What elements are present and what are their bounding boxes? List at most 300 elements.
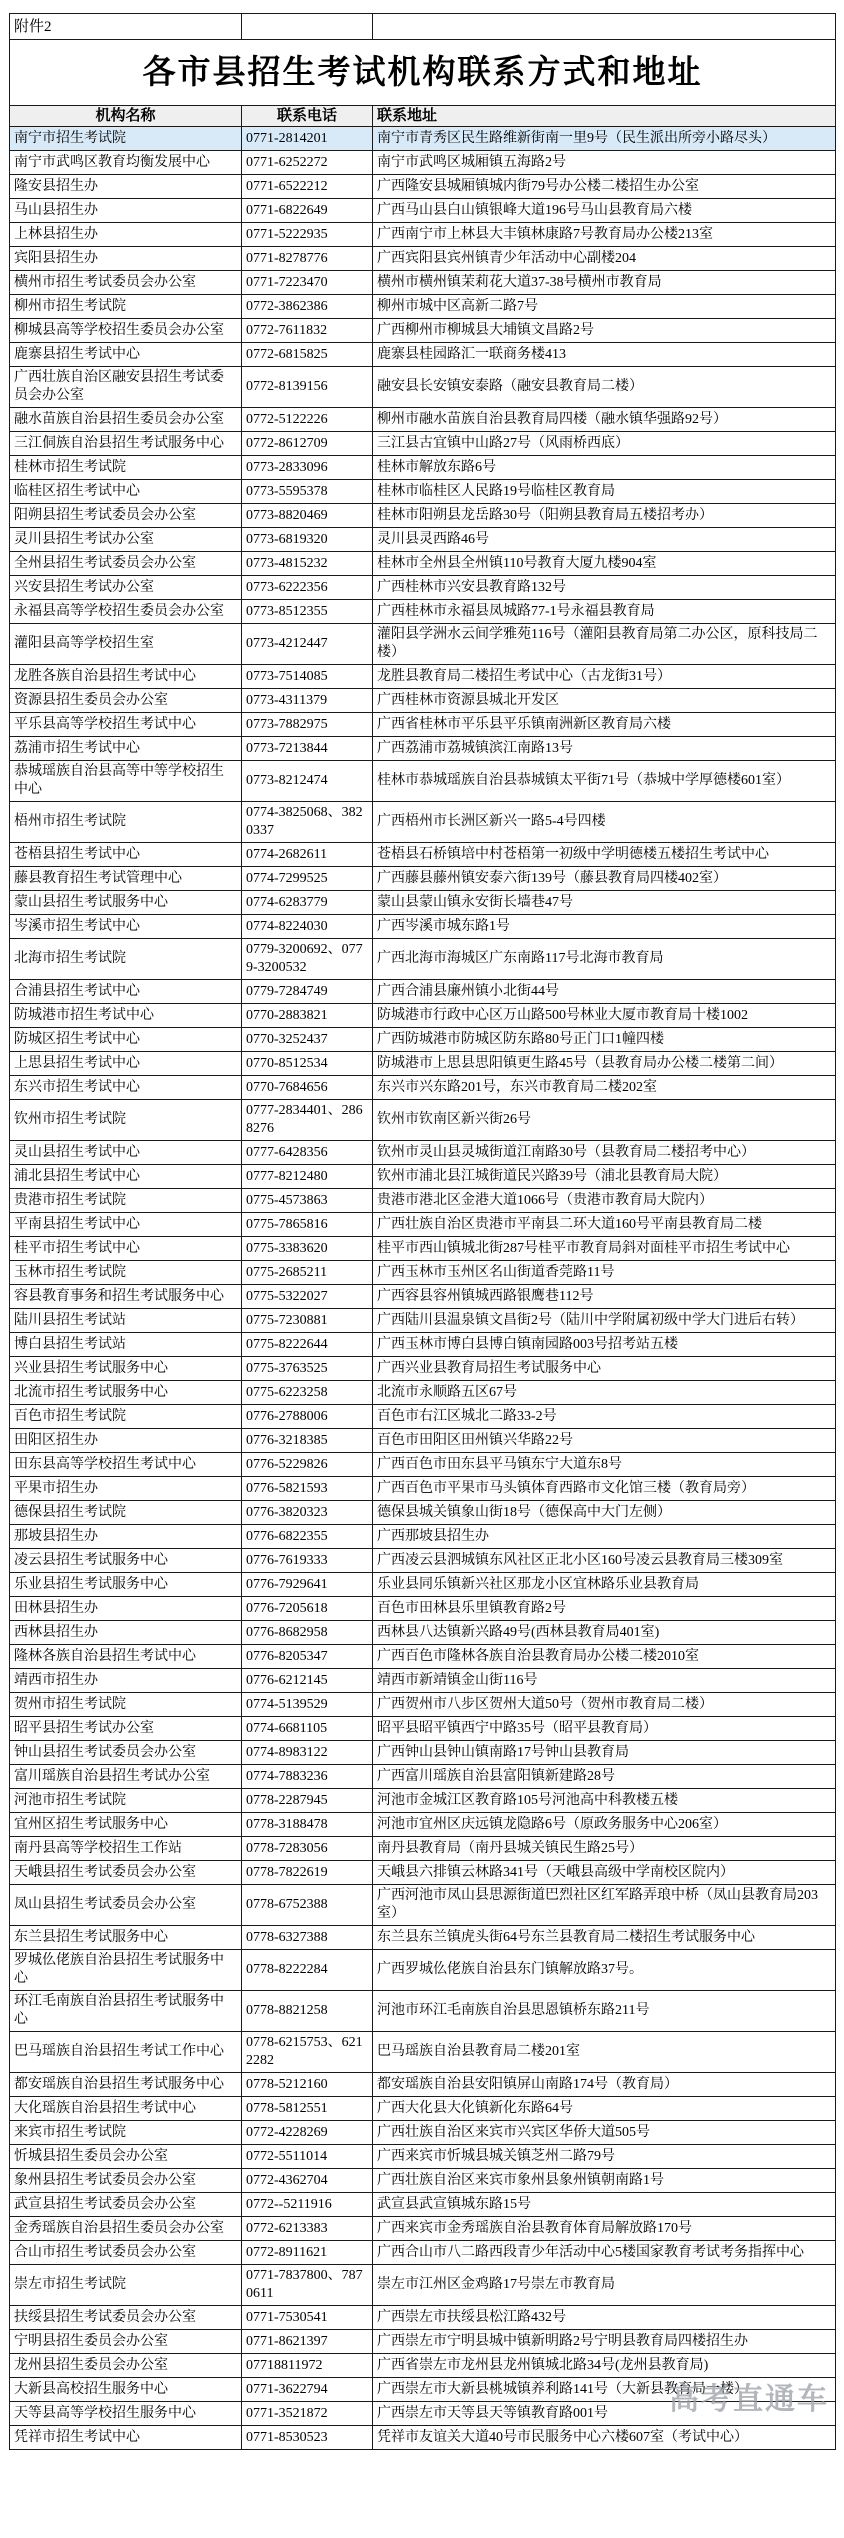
org-name-cell: 田东县高等学校招生考试中心 bbox=[10, 1453, 242, 1477]
address-cell: 桂林市阳朔县龙岳路30号（阳朔县教育局五楼招考办） bbox=[373, 504, 836, 528]
org-name-cell: 忻城县招生委员会办公室 bbox=[10, 2145, 242, 2169]
phone-cell: 0772-5122226 bbox=[242, 408, 373, 432]
phone-cell: 0771-6522212 bbox=[242, 175, 373, 199]
table-row bbox=[10, 1285, 836, 1309]
address-cell: 巴马瑶族自治县教育局二楼201室 bbox=[373, 2032, 836, 2073]
address-cell: 广西壮族自治区贵港市平南县二环大道160号平南县教育局二楼 bbox=[373, 1213, 836, 1237]
org-name-cell: 灌阳县高等学校招生室 bbox=[10, 624, 242, 665]
column-header-address: 联系地址 bbox=[373, 106, 836, 127]
address-cell: 东兰县东兰镇虎头街64号东兰县教育局二楼招生考试服务中心 bbox=[373, 1926, 836, 1950]
org-name-cell: 合浦县招生考试中心 bbox=[10, 980, 242, 1004]
table-row bbox=[10, 1052, 836, 1076]
address-cell: 广西合浦县廉州镇小北街44号 bbox=[373, 980, 836, 1004]
address-cell: 广西梧州市长洲区新兴一路5-4号四楼 bbox=[373, 802, 836, 843]
table-row bbox=[10, 199, 836, 223]
org-name-cell: 三江侗族自治县招生考试服务中心 bbox=[10, 432, 242, 456]
phone-cell: 0773-7882975 bbox=[242, 713, 373, 737]
table-row bbox=[10, 480, 836, 504]
table-row bbox=[10, 151, 836, 175]
table-row bbox=[10, 1597, 836, 1621]
contact-table bbox=[9, 13, 836, 2450]
phone-cell: 0772-8911621 bbox=[242, 2241, 373, 2265]
column-header-name: 机构名称 bbox=[10, 106, 242, 127]
table-row bbox=[10, 2097, 836, 2121]
org-name-cell: 宁明县招生委员会办公室 bbox=[10, 2330, 242, 2354]
table-row bbox=[10, 1525, 836, 1549]
org-name-cell: 西林县招生办 bbox=[10, 1621, 242, 1645]
address-cell: 广西百色市田东县平马镇东宁大道东8号 bbox=[373, 1453, 836, 1477]
org-name-cell: 苍梧县招生考试中心 bbox=[10, 843, 242, 867]
org-name-cell: 东兰县招生考试服务中心 bbox=[10, 1926, 242, 1950]
table-row bbox=[10, 1309, 836, 1333]
address-cell: 广西百色市隆林各族自治县教育局办公楼二楼2010室 bbox=[373, 1645, 836, 1669]
phone-cell: 0771-5222935 bbox=[242, 223, 373, 247]
phone-cell: 0771-7223470 bbox=[242, 271, 373, 295]
org-name-cell: 河池市招生考试院 bbox=[10, 1789, 242, 1813]
org-name-cell: 柳城县高等学校招生委员会办公室 bbox=[10, 319, 242, 343]
phone-cell: 0773-7213844 bbox=[242, 737, 373, 761]
phone-cell: 0770-8512534 bbox=[242, 1052, 373, 1076]
org-name-cell: 隆林各族自治县招生考试中心 bbox=[10, 1645, 242, 1669]
address-cell: 广西陆川县温泉镇文昌街2号（陆川中学附属初级中学大门进后右转） bbox=[373, 1309, 836, 1333]
column-header-phone: 联系电话 bbox=[242, 106, 373, 127]
address-cell: 广西省崇左市龙州县龙州镇城北路34号(龙州县教育局) bbox=[373, 2354, 836, 2378]
table-row bbox=[10, 2032, 836, 2073]
table-row bbox=[10, 1028, 836, 1052]
table-row bbox=[10, 2330, 836, 2354]
address-cell: 广西玉林市博白县博白镇南园路003号招考站五楼 bbox=[373, 1333, 836, 1357]
table-row bbox=[10, 1477, 836, 1501]
org-name-cell: 龙胜各族自治县招生考试中心 bbox=[10, 665, 242, 689]
org-name-cell: 天峨县招生考试委员会办公室 bbox=[10, 1861, 242, 1885]
table-row bbox=[10, 1861, 836, 1885]
address-cell: 西林县八达镇新兴路49号(西林县教育局401室) bbox=[373, 1621, 836, 1645]
org-name-cell: 贵港市招生考试院 bbox=[10, 1189, 242, 1213]
phone-cell: 0771-6252272 bbox=[242, 151, 373, 175]
org-name-cell: 罗城仫佬族自治县招生考试服务中心 bbox=[10, 1950, 242, 1991]
address-cell: 广西贺州市八步区贺州大道50号（贺州市教育局二楼） bbox=[373, 1693, 836, 1717]
phone-cell: 0776-6822355 bbox=[242, 1525, 373, 1549]
table-row bbox=[10, 2402, 836, 2426]
address-cell: 钦州市浦北县江城街道民兴路39号（浦北县教育局大院） bbox=[373, 1165, 836, 1189]
table-row bbox=[10, 1333, 836, 1357]
phone-cell: 0775-3383620 bbox=[242, 1237, 373, 1261]
org-name-cell: 玉林市招生考试院 bbox=[10, 1261, 242, 1285]
address-cell: 广西藤县藤州镇安泰六街139号（藤县教育局四楼402室） bbox=[373, 867, 836, 891]
address-cell: 广西崇左市宁明县城中镇新明路2号宁明县教育局四楼招生办 bbox=[373, 2330, 836, 2354]
org-name-cell: 博白县招生考试站 bbox=[10, 1333, 242, 1357]
table-row bbox=[10, 1237, 836, 1261]
phone-cell: 0776-7929641 bbox=[242, 1573, 373, 1597]
address-cell: 防城港市上思县思阳镇更生路45号（县教育局办公楼二楼第二间） bbox=[373, 1052, 836, 1076]
phone-cell: 0771-2814201 bbox=[242, 127, 373, 151]
org-name-cell: 来宾市招生考试院 bbox=[10, 2121, 242, 2145]
phone-cell: 0775-7230881 bbox=[242, 1309, 373, 1333]
phone-cell: 0778-5812551 bbox=[242, 2097, 373, 2121]
org-name-cell: 田林县招生办 bbox=[10, 1597, 242, 1621]
phone-cell: 0778-6752388 bbox=[242, 1885, 373, 1926]
phone-cell: 0775-3763525 bbox=[242, 1357, 373, 1381]
phone-cell: 0772-7611832 bbox=[242, 319, 373, 343]
org-name-cell: 上思县招生考试中心 bbox=[10, 1052, 242, 1076]
table-row bbox=[10, 1357, 836, 1381]
address-cell: 武宣县武宣镇城东路15号 bbox=[373, 2193, 836, 2217]
attachment-empty-cell-1 bbox=[242, 14, 373, 40]
address-cell: 广西省桂林市平乐县平乐镇南洲新区教育局六楼 bbox=[373, 713, 836, 737]
phone-cell: 0772-8612709 bbox=[242, 432, 373, 456]
phone-cell: 0778-6215753、6212282 bbox=[242, 2032, 373, 2073]
phone-cell: 0775-2685211 bbox=[242, 1261, 373, 1285]
address-cell: 都安瑶族自治县安阳镇屏山南路174号（教育局） bbox=[373, 2073, 836, 2097]
table-row bbox=[10, 1991, 836, 2032]
address-cell: 钦州市灵山县灵城街道江南路30号（县教育局二楼招考中心） bbox=[373, 1141, 836, 1165]
org-name-cell: 恭城瑶族自治县高等中等学校招生中心 bbox=[10, 761, 242, 802]
phone-cell: 0774-3825068、3820337 bbox=[242, 802, 373, 843]
address-cell: 广西宾阳县宾州镇青少年活动中心副楼204 bbox=[373, 247, 836, 271]
org-name-cell: 南宁市招生考试院 bbox=[10, 127, 242, 151]
address-cell: 百色市右江区城北二路33-2号 bbox=[373, 1405, 836, 1429]
phone-cell: 0778-2287945 bbox=[242, 1789, 373, 1813]
address-cell: 广西罗城仫佬族自治县东门镇解放路37号。 bbox=[373, 1950, 836, 1991]
phone-cell: 0773-4311379 bbox=[242, 689, 373, 713]
org-name-cell: 北海市招生考试院 bbox=[10, 939, 242, 980]
org-name-cell: 大新县高校招生服务中心 bbox=[10, 2378, 242, 2402]
phone-cell: 0772-3862386 bbox=[242, 295, 373, 319]
org-name-cell: 德保县招生考试院 bbox=[10, 1501, 242, 1525]
org-name-cell: 灵山县招生考试中心 bbox=[10, 1141, 242, 1165]
table-row bbox=[10, 1645, 836, 1669]
org-name-cell: 宜州区招生考试服务中心 bbox=[10, 1813, 242, 1837]
phone-cell: 0770-7684656 bbox=[242, 1076, 373, 1100]
phone-cell: 0776-5821593 bbox=[242, 1477, 373, 1501]
table-row bbox=[10, 761, 836, 802]
table-row bbox=[10, 1741, 836, 1765]
address-cell: 广西壮族自治区来宾市兴宾区华侨大道505号 bbox=[373, 2121, 836, 2145]
table-row bbox=[10, 624, 836, 665]
org-name-cell: 藤县教育招生考试管理中心 bbox=[10, 867, 242, 891]
phone-cell: 0776-2788006 bbox=[242, 1405, 373, 1429]
org-name-cell: 兴安县招生考试办公室 bbox=[10, 576, 242, 600]
table-row bbox=[10, 1100, 836, 1141]
phone-cell: 0776-7205618 bbox=[242, 1597, 373, 1621]
address-cell: 钦州市钦南区新兴街26号 bbox=[373, 1100, 836, 1141]
address-cell: 百色市田阳区田州镇兴华路22号 bbox=[373, 1429, 836, 1453]
address-cell: 横州市横州镇茉莉花大道37-38号横州市教育局 bbox=[373, 271, 836, 295]
address-cell: 广西大化县大化镇新化东路64号 bbox=[373, 2097, 836, 2121]
address-cell: 融安县长安镇安泰路（融安县教育局二楼） bbox=[373, 367, 836, 408]
table-row bbox=[10, 2241, 836, 2265]
address-cell: 广西岑溪市城东路1号 bbox=[373, 915, 836, 939]
table-row bbox=[10, 2265, 836, 2306]
org-name-cell: 防城港市招生考试中心 bbox=[10, 1004, 242, 1028]
org-name-cell: 蒙山县招生考试服务中心 bbox=[10, 891, 242, 915]
org-name-cell: 乐业县招生考试服务中心 bbox=[10, 1573, 242, 1597]
address-cell: 广西来宾市忻城县城关镇芝州二路79号 bbox=[373, 2145, 836, 2169]
phone-cell: 0772-5511014 bbox=[242, 2145, 373, 2169]
table-row bbox=[10, 915, 836, 939]
phone-cell: 0775-5322027 bbox=[242, 1285, 373, 1309]
table-row bbox=[10, 552, 836, 576]
address-cell: 东兴市兴东路201号，东兴市教育局二楼202室 bbox=[373, 1076, 836, 1100]
org-name-cell: 金秀瑶族自治县招生委员会办公室 bbox=[10, 2217, 242, 2241]
org-name-cell: 环江毛南族自治县招生考试服务中心 bbox=[10, 1991, 242, 2032]
address-cell: 北流市永顺路五区67号 bbox=[373, 1381, 836, 1405]
phone-cell: 0776-5229826 bbox=[242, 1453, 373, 1477]
table-row bbox=[10, 665, 836, 689]
address-cell: 广西百色市平果市马头镇体育西路市文化馆三楼（教育局旁） bbox=[373, 1477, 836, 1501]
phone-cell: 0774-6681105 bbox=[242, 1717, 373, 1741]
org-name-cell: 平乐县高等学校招生考试中心 bbox=[10, 713, 242, 737]
phone-cell: 0773-2833096 bbox=[242, 456, 373, 480]
address-cell: 柳州市城中区高新二路7号 bbox=[373, 295, 836, 319]
table-row bbox=[10, 2193, 836, 2217]
org-name-cell: 马山县招生办 bbox=[10, 199, 242, 223]
table-row bbox=[10, 737, 836, 761]
attachment-row bbox=[10, 14, 836, 40]
table-row bbox=[10, 1813, 836, 1837]
org-name-cell: 融水苗族自治县招生委员会办公室 bbox=[10, 408, 242, 432]
table-row bbox=[10, 2378, 836, 2402]
table-row bbox=[10, 247, 836, 271]
address-cell: 桂林市解放东路6号 bbox=[373, 456, 836, 480]
phone-cell: 0772-6815825 bbox=[242, 343, 373, 367]
table-row bbox=[10, 2145, 836, 2169]
org-name-cell: 钟山县招生考试委员会办公室 bbox=[10, 1741, 242, 1765]
org-name-cell: 宾阳县招生办 bbox=[10, 247, 242, 271]
address-cell: 河池市金城江区教育路105号河池高中科教楼五楼 bbox=[373, 1789, 836, 1813]
org-name-cell: 百色市招生考试院 bbox=[10, 1405, 242, 1429]
org-name-cell: 凭祥市招生考试中心 bbox=[10, 2426, 242, 2450]
table-row bbox=[10, 1926, 836, 1950]
table-row bbox=[10, 2354, 836, 2378]
table-row bbox=[10, 223, 836, 247]
table-row bbox=[10, 1885, 836, 1926]
phone-cell: 0773-8512355 bbox=[242, 600, 373, 624]
phone-cell: 0770-2883821 bbox=[242, 1004, 373, 1028]
address-cell: 广西钟山县钟山镇南路17号钟山县教育局 bbox=[373, 1741, 836, 1765]
address-cell: 广西崇左市扶绥县松江路432号 bbox=[373, 2306, 836, 2330]
org-name-cell: 容县教育事务和招生考试服务中心 bbox=[10, 1285, 242, 1309]
phone-cell: 0774-2682611 bbox=[242, 843, 373, 867]
org-name-cell: 那坡县招生办 bbox=[10, 1525, 242, 1549]
address-cell: 昭平县昭平镇西宁中路35号（昭平县教育局） bbox=[373, 1717, 836, 1741]
table-row bbox=[10, 2426, 836, 2450]
address-cell: 广西玉林市玉州区名山街道香莞路11号 bbox=[373, 1261, 836, 1285]
table-row bbox=[10, 295, 836, 319]
org-name-cell: 全州县招生考试委员会办公室 bbox=[10, 552, 242, 576]
table-row bbox=[10, 689, 836, 713]
org-name-cell: 巴马瑶族自治县招生考试工作中心 bbox=[10, 2032, 242, 2073]
phone-cell: 0778-8821258 bbox=[242, 1991, 373, 2032]
phone-cell: 0778-7822619 bbox=[242, 1861, 373, 1885]
org-name-cell: 陆川县招生考试站 bbox=[10, 1309, 242, 1333]
phone-cell: 0772-4228269 bbox=[242, 2121, 373, 2145]
watermark: 高考直通车 bbox=[669, 2383, 829, 2416]
table-row bbox=[10, 1621, 836, 1645]
address-cell: 南宁市青秀区民生路维新街南一里9号（民生派出所旁小路尽头） bbox=[373, 127, 836, 151]
org-name-cell: 田阳区招生办 bbox=[10, 1429, 242, 1453]
phone-cell: 0771-6822649 bbox=[242, 199, 373, 223]
table-row bbox=[10, 1765, 836, 1789]
table-row bbox=[10, 980, 836, 1004]
table-row bbox=[10, 408, 836, 432]
org-name-cell: 大化瑶族自治县招生考试中心 bbox=[10, 2097, 242, 2121]
address-cell: 灵川县灵西路46号 bbox=[373, 528, 836, 552]
table-row bbox=[10, 1141, 836, 1165]
attachment-label: 附件2 bbox=[10, 14, 242, 40]
table-row bbox=[10, 1501, 836, 1525]
attachment-empty-cell-2 bbox=[373, 14, 836, 40]
table-row bbox=[10, 1669, 836, 1693]
table-row bbox=[10, 504, 836, 528]
address-cell: 桂林市临桂区人民路19号临桂区教育局 bbox=[373, 480, 836, 504]
address-cell: 广西合山市八二路西段青少年活动中心5楼国家教育考试考务指挥中心 bbox=[373, 2241, 836, 2265]
table-row bbox=[10, 1429, 836, 1453]
table-row bbox=[10, 1261, 836, 1285]
address-cell: 广西防城港市防城区防东路80号正门口1幢四楼 bbox=[373, 1028, 836, 1052]
address-cell: 贵港市港北区金港大道1066号（贵港市教育局大院内） bbox=[373, 1189, 836, 1213]
address-cell: 广西崇左市大新县桃城镇养利路141号（大新县教育局一楼） bbox=[373, 2378, 836, 2402]
address-cell: 鹿寨县桂园路汇一联商务楼413 bbox=[373, 343, 836, 367]
org-name-cell: 灵川县招生考试办公室 bbox=[10, 528, 242, 552]
table-row bbox=[10, 1693, 836, 1717]
address-cell: 广西北海市海城区广东南路117号北海市教育局 bbox=[373, 939, 836, 980]
phone-cell: 0771-3521872 bbox=[242, 2402, 373, 2426]
org-name-cell: 柳州市招生考试院 bbox=[10, 295, 242, 319]
table-row bbox=[10, 432, 836, 456]
phone-cell: 0775-7865816 bbox=[242, 1213, 373, 1237]
phone-cell: 0771-3622794 bbox=[242, 2378, 373, 2402]
phone-cell: 0776-3218385 bbox=[242, 1429, 373, 1453]
phone-cell: 0777-8212480 bbox=[242, 1165, 373, 1189]
address-cell: 乐业县同乐镇新兴社区那龙小区宜林路乐业县教育局 bbox=[373, 1573, 836, 1597]
table-row bbox=[10, 127, 836, 151]
address-cell: 防城港市行政中心区万山路500号林业大厦市教育局十楼1002 bbox=[373, 1004, 836, 1028]
org-name-cell: 荔浦市招生考试中心 bbox=[10, 737, 242, 761]
phone-cell: 0773-8820469 bbox=[242, 504, 373, 528]
org-name-cell: 钦州市招生考试院 bbox=[10, 1100, 242, 1141]
phone-cell: 0771-8621397 bbox=[242, 2330, 373, 2354]
table-row bbox=[10, 528, 836, 552]
title-row bbox=[10, 40, 836, 106]
table-row bbox=[10, 271, 836, 295]
phone-cell: 0773-4815232 bbox=[242, 552, 373, 576]
phone-cell: 0776-8682958 bbox=[242, 1621, 373, 1645]
org-name-cell: 资源县招生委员会办公室 bbox=[10, 689, 242, 713]
phone-cell: 0774-8983122 bbox=[242, 1741, 373, 1765]
org-name-cell: 天等县高等学校招生服务中心 bbox=[10, 2402, 242, 2426]
address-cell: 河池市宜州区庆远镇龙隐路6号（原政务服务中心206室） bbox=[373, 1813, 836, 1837]
table-row bbox=[10, 1837, 836, 1861]
address-cell: 广西容县容州镇城西路银鹰巷112号 bbox=[373, 1285, 836, 1309]
phone-cell: 0774-7299525 bbox=[242, 867, 373, 891]
phone-cell: 07718811972 bbox=[242, 2354, 373, 2378]
phone-cell: 0776-7619333 bbox=[242, 1549, 373, 1573]
phone-cell: 0771-8530523 bbox=[242, 2426, 373, 2450]
table-row bbox=[10, 1004, 836, 1028]
phone-cell: 0775-8222644 bbox=[242, 1333, 373, 1357]
table-row bbox=[10, 343, 836, 367]
address-cell: 靖西市新靖镇金山街116号 bbox=[373, 1669, 836, 1693]
address-cell: 桂林市全州县全州镇110号教育大厦九楼904室 bbox=[373, 552, 836, 576]
address-cell: 苍梧县石桥镇培中村苍梧第一初级中学明德楼五楼招生考试中心 bbox=[373, 843, 836, 867]
org-name-cell: 都安瑶族自治县招生考试服务中心 bbox=[10, 2073, 242, 2097]
phone-cell: 0771-7530541 bbox=[242, 2306, 373, 2330]
org-name-cell: 凤山县招生考试委员会办公室 bbox=[10, 1885, 242, 1926]
phone-cell: 0778-6327388 bbox=[242, 1926, 373, 1950]
address-cell: 天峨县六排镇云林路341号（天峨县高级中学南校区院内） bbox=[373, 1861, 836, 1885]
address-cell: 广西那坡县招生办 bbox=[373, 1525, 836, 1549]
org-name-cell: 贺州市招生考试院 bbox=[10, 1693, 242, 1717]
org-name-cell: 东兴市招生考试中心 bbox=[10, 1076, 242, 1100]
address-cell: 蒙山县蒙山镇永安街长墙巷47号 bbox=[373, 891, 836, 915]
address-cell: 河池市环江毛南族自治县思恩镇桥东路211号 bbox=[373, 1991, 836, 2032]
phone-cell: 0773-5595378 bbox=[242, 480, 373, 504]
org-name-cell: 鹿寨县招生考试中心 bbox=[10, 343, 242, 367]
phone-cell: 0773-8212474 bbox=[242, 761, 373, 802]
org-name-cell: 广西壮族自治区融安县招生考试委员会办公室 bbox=[10, 367, 242, 408]
table-row bbox=[10, 2121, 836, 2145]
org-name-cell: 靖西市招生办 bbox=[10, 1669, 242, 1693]
address-cell: 龙胜县教育局二楼招生考试中心（古龙街31号） bbox=[373, 665, 836, 689]
phone-cell: 0777-6428356 bbox=[242, 1141, 373, 1165]
org-name-cell: 龙州县招生委员会办公室 bbox=[10, 2354, 242, 2378]
table-row bbox=[10, 1789, 836, 1813]
address-cell: 三江县古宜镇中山路27号（风雨桥西底） bbox=[373, 432, 836, 456]
table-row bbox=[10, 802, 836, 843]
org-name-cell: 北流市招生考试服务中心 bbox=[10, 1381, 242, 1405]
org-name-cell: 防城区招生考试中心 bbox=[10, 1028, 242, 1052]
phone-cell: 0776-6212145 bbox=[242, 1669, 373, 1693]
table-row bbox=[10, 576, 836, 600]
table-row bbox=[10, 1549, 836, 1573]
phone-cell: 0772-4362704 bbox=[242, 2169, 373, 2193]
address-cell: 广西河池市凤山县思源街道巴烈社区红军路弄琅中桥（凤山县教育局203室） bbox=[373, 1885, 836, 1926]
address-cell: 广西柳州市柳城县大埔镇文昌路2号 bbox=[373, 319, 836, 343]
org-name-cell: 岑溪市招生考试中心 bbox=[10, 915, 242, 939]
table-row bbox=[10, 600, 836, 624]
phone-cell: 0772--5211916 bbox=[242, 2193, 373, 2217]
table-row bbox=[10, 891, 836, 915]
table-row bbox=[10, 1165, 836, 1189]
phone-cell: 0775-6223258 bbox=[242, 1381, 373, 1405]
address-cell: 广西桂林市兴安县教育路132号 bbox=[373, 576, 836, 600]
org-name-cell: 扶绥县招生考试委员会办公室 bbox=[10, 2306, 242, 2330]
address-cell: 德保县城关镇象山街18号（德保高中大门左侧） bbox=[373, 1501, 836, 1525]
table-row bbox=[10, 175, 836, 199]
table-row bbox=[10, 456, 836, 480]
org-name-cell: 梧州市招生考试院 bbox=[10, 802, 242, 843]
phone-cell: 0779-7284749 bbox=[242, 980, 373, 1004]
org-name-cell: 隆安县招生办 bbox=[10, 175, 242, 199]
org-name-cell: 凌云县招生考试服务中心 bbox=[10, 1549, 242, 1573]
phone-cell: 0776-8205347 bbox=[242, 1645, 373, 1669]
table-row bbox=[10, 2169, 836, 2193]
org-name-cell: 平果市招生办 bbox=[10, 1477, 242, 1501]
phone-cell: 0779-3200692、0779-3200532 bbox=[242, 939, 373, 980]
address-cell: 广西富川瑶族自治县富阳镇新建路28号 bbox=[373, 1765, 836, 1789]
table-row bbox=[10, 319, 836, 343]
phone-cell: 0773-4212447 bbox=[242, 624, 373, 665]
address-cell: 广西桂林市资源县城北开发区 bbox=[373, 689, 836, 713]
org-name-cell: 富川瑶族自治县招生考试办公室 bbox=[10, 1765, 242, 1789]
org-name-cell: 象州县招生考试委员会办公室 bbox=[10, 2169, 242, 2193]
org-name-cell: 横州市招生考试委员会办公室 bbox=[10, 271, 242, 295]
org-name-cell: 阳朔县招生考试委员会办公室 bbox=[10, 504, 242, 528]
table-row bbox=[10, 1189, 836, 1213]
document-sheet bbox=[9, 13, 835, 2450]
org-name-cell: 昭平县招生考试办公室 bbox=[10, 1717, 242, 1741]
